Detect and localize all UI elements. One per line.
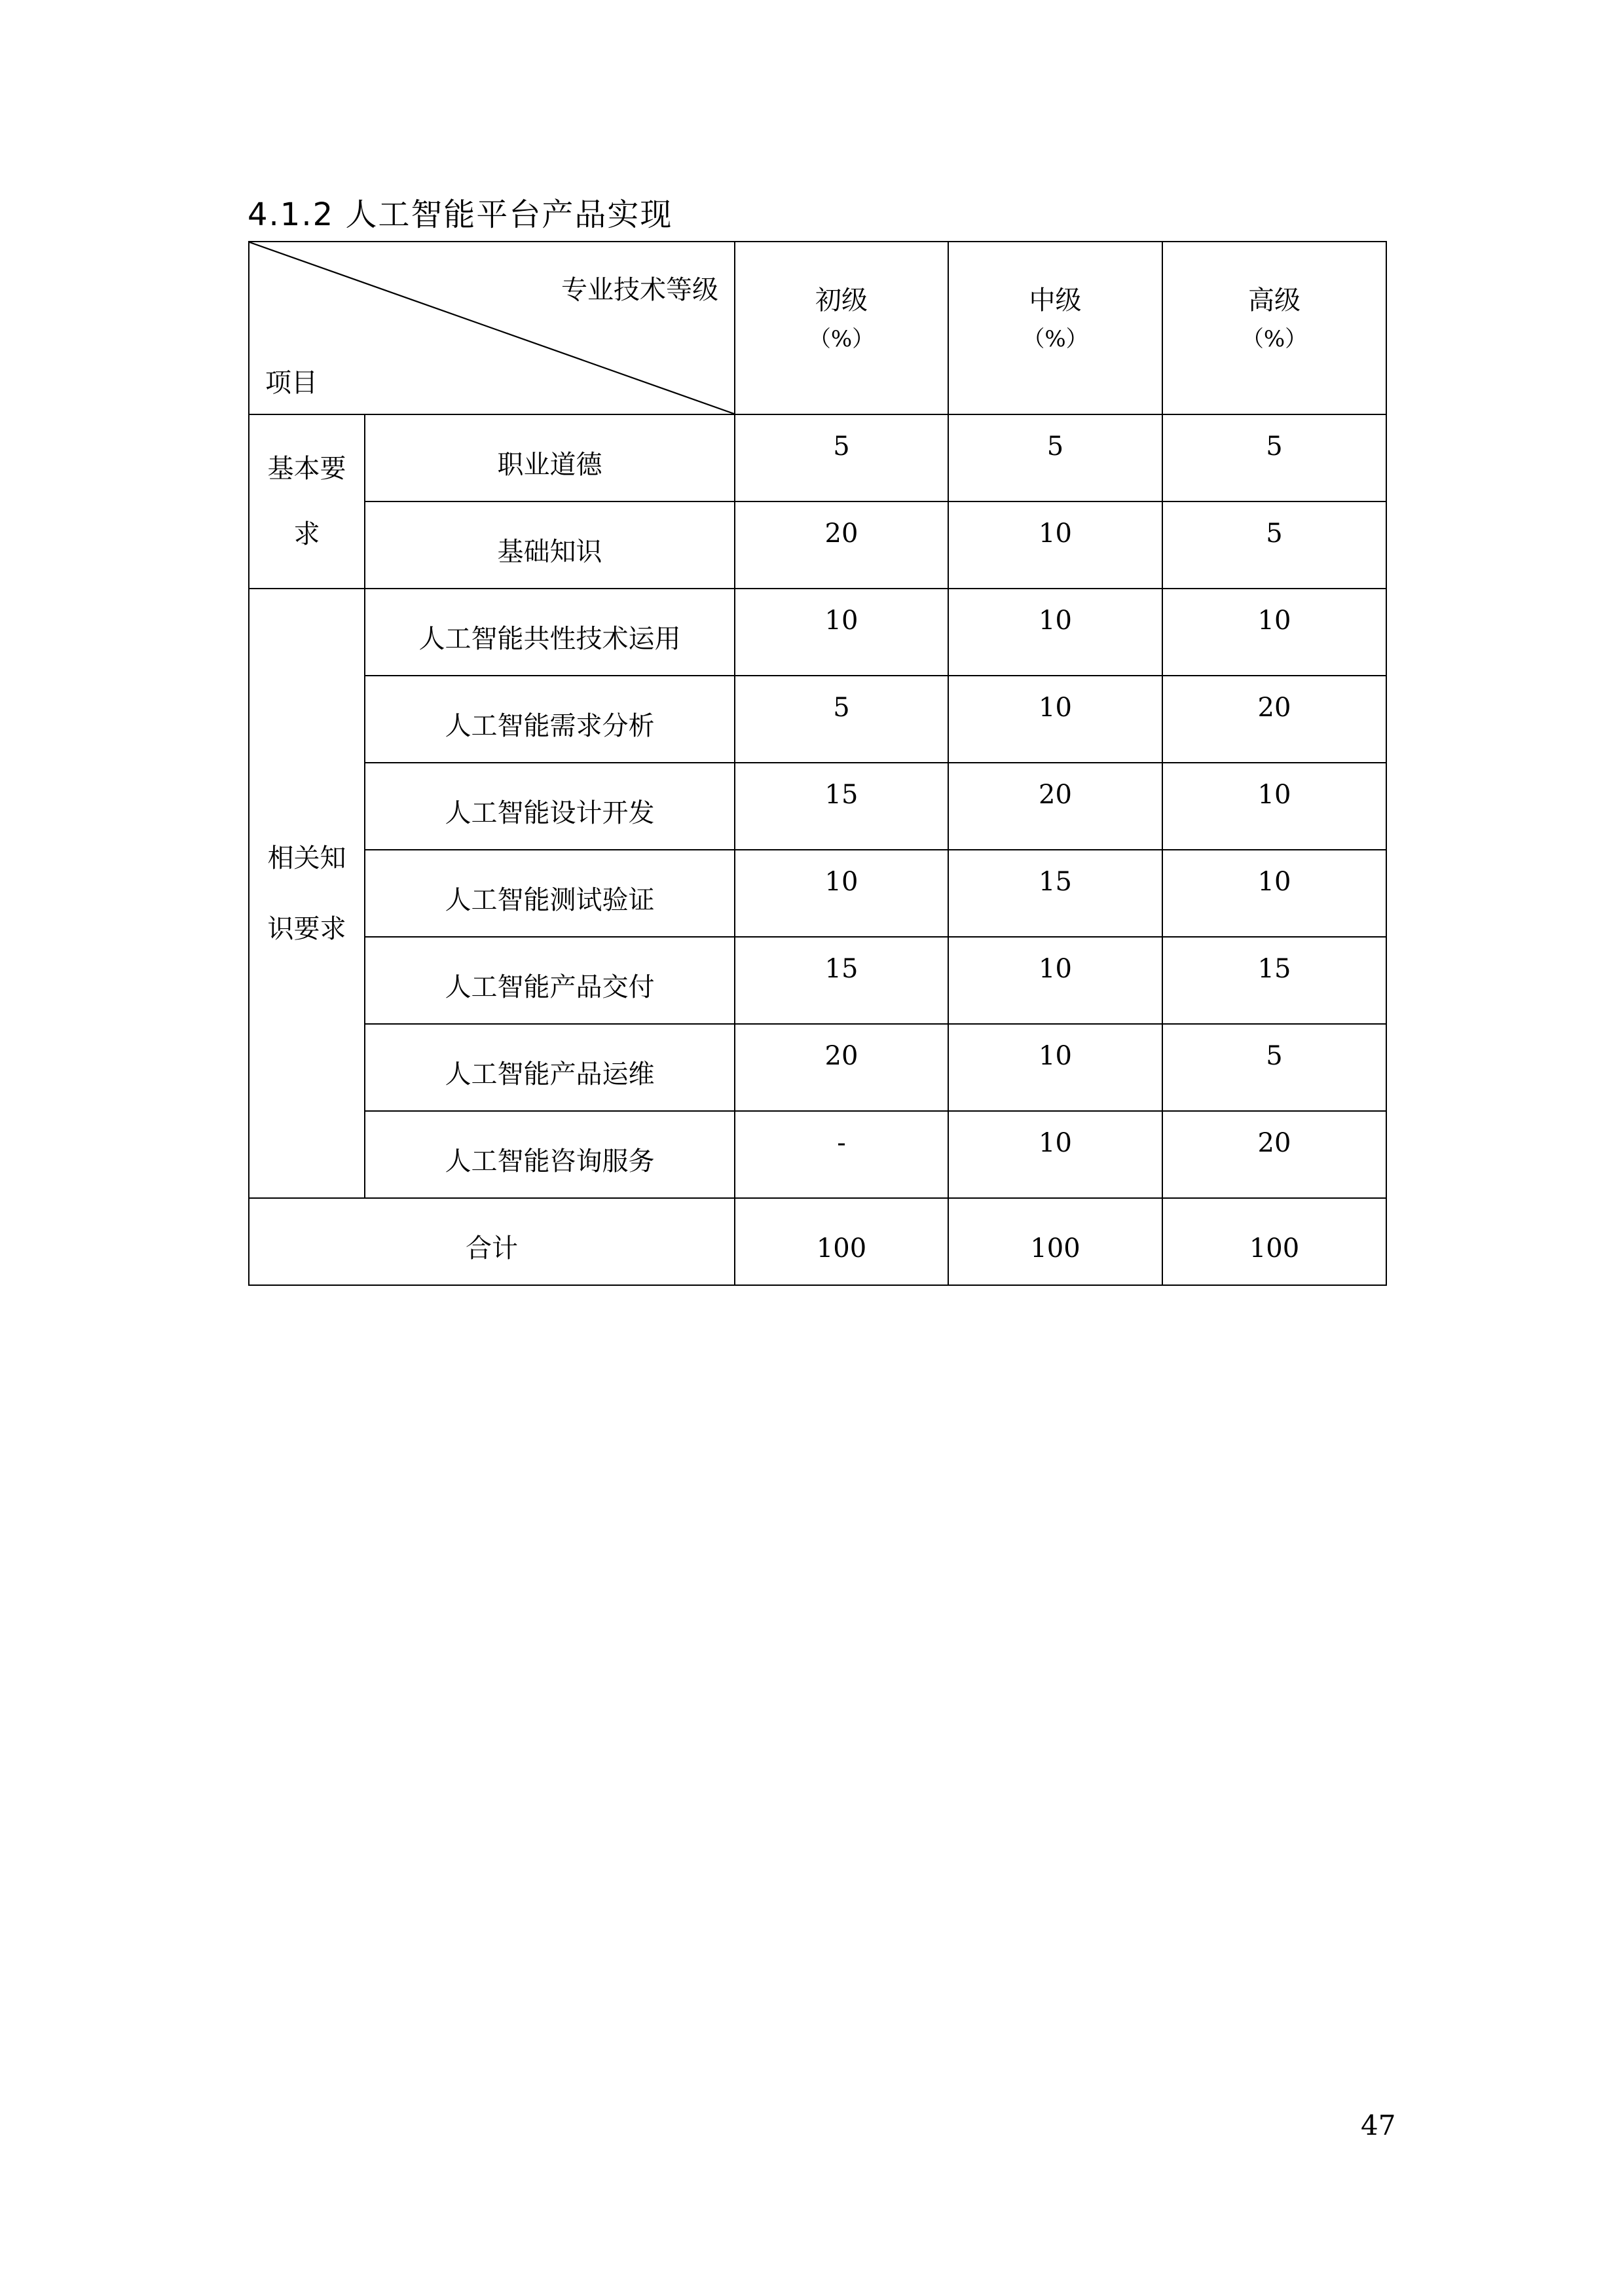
item-cell: 人工智能测试验证 — [365, 850, 735, 937]
level-name: 初级 — [815, 285, 868, 316]
table-row — [249, 1111, 1386, 1198]
table-row — [249, 589, 1386, 676]
value-cell: 5 — [948, 414, 1162, 501]
item-header: 项目 — [265, 368, 318, 398]
section-title: 4.1.2 人工智能平台产品实现 — [248, 196, 673, 233]
value-cell: 10 — [948, 589, 1162, 676]
group-label-related-knowledge: 相关知 识要求 — [249, 589, 365, 1198]
value-cell: 10 — [1162, 763, 1386, 850]
item-cell: 职业道德 — [365, 414, 735, 501]
skill-level-header: 专业技术等级 — [561, 275, 718, 305]
value-cell: 10 — [1162, 850, 1386, 937]
table-row — [249, 501, 1386, 589]
level-header-senior — [1162, 242, 1386, 414]
value-cell: 5 — [1162, 1024, 1386, 1111]
level-header-junior — [735, 242, 948, 414]
value-cell: 15 — [735, 763, 948, 850]
value-cell: - — [735, 1111, 948, 1198]
table-row — [249, 676, 1386, 763]
total-row — [249, 1198, 1386, 1285]
value-cell: 10 — [948, 1111, 1162, 1198]
item-cell: 基础知识 — [365, 501, 735, 589]
value-cell: 10 — [1162, 589, 1386, 676]
table-row — [249, 1024, 1386, 1111]
value-cell: 15 — [948, 850, 1162, 937]
level-name: 中级 — [1029, 285, 1082, 316]
level-name: 高级 — [1248, 285, 1301, 316]
header-row — [249, 242, 1386, 414]
total-value-cell: 100 — [735, 1198, 948, 1285]
value-cell: 20 — [735, 1024, 948, 1111]
value-cell: 15 — [1162, 937, 1386, 1024]
page-number: 47 — [1361, 2109, 1396, 2141]
value-cell: 5 — [735, 676, 948, 763]
total-value-cell: 100 — [1162, 1198, 1386, 1285]
table-row — [249, 850, 1386, 937]
level-unit: （%） — [1241, 326, 1308, 352]
level-header-intermediate — [948, 242, 1162, 414]
table-row — [249, 763, 1386, 850]
item-cell: 人工智能咨询服务 — [365, 1111, 735, 1198]
diagonal-divider — [249, 242, 734, 414]
value-cell: 10 — [948, 501, 1162, 589]
value-cell: 10 — [948, 1024, 1162, 1111]
level-unit: （%） — [1022, 326, 1088, 352]
value-cell: 10 — [948, 676, 1162, 763]
value-cell: 10 — [735, 589, 948, 676]
total-label-cell: 合计 — [249, 1198, 735, 1285]
item-cell: 人工智能需求分析 — [365, 676, 735, 763]
total-value-cell: 100 — [948, 1198, 1162, 1285]
value-cell: 5 — [1162, 501, 1386, 589]
item-cell: 人工智能设计开发 — [365, 763, 735, 850]
corner-header-cell — [249, 242, 735, 414]
value-cell: 5 — [735, 414, 948, 501]
weights-table — [248, 241, 1387, 1286]
item-cell: 人工智能共性技术运用 — [365, 589, 735, 676]
value-cell: 20 — [735, 501, 948, 589]
value-cell: 20 — [948, 763, 1162, 850]
value-cell: 5 — [1162, 414, 1386, 501]
value-cell: 10 — [735, 850, 948, 937]
item-cell: 人工智能产品交付 — [365, 937, 735, 1024]
value-cell: 20 — [1162, 676, 1386, 763]
group-label-basic: 基本要 求 — [249, 414, 365, 589]
value-cell: 15 — [735, 937, 948, 1024]
value-cell: 20 — [1162, 1111, 1386, 1198]
item-cell: 人工智能产品运维 — [365, 1024, 735, 1111]
level-unit: （%） — [808, 326, 875, 352]
table-row — [249, 937, 1386, 1024]
table-row — [249, 414, 1386, 501]
value-cell: 10 — [948, 937, 1162, 1024]
